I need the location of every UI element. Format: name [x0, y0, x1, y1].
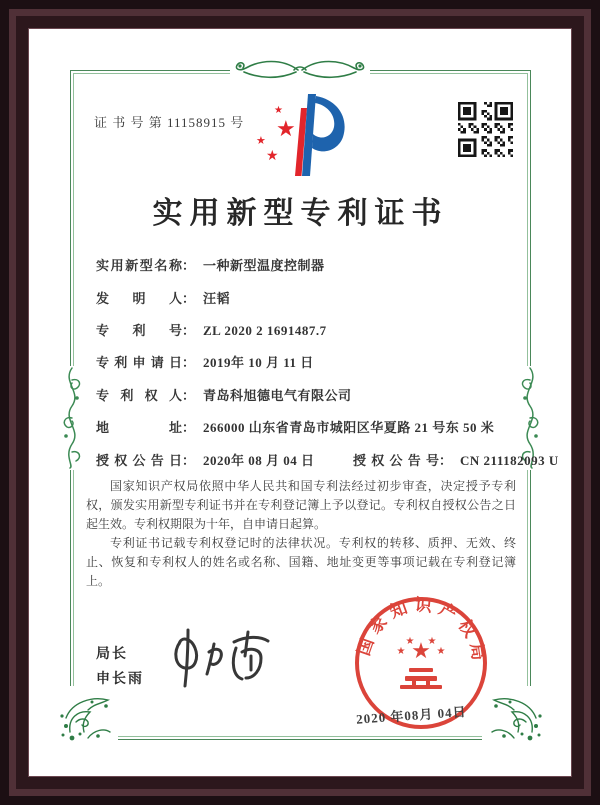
field-label: 专利号 [96, 323, 182, 338]
field-label: 授权公告号 [353, 453, 440, 468]
field-value: 2019年 10 月 11 日 [203, 355, 314, 370]
field-label: 授权公告日 [96, 453, 182, 468]
director-name: 申长雨 [96, 670, 144, 686]
field-label: 地址 [96, 420, 182, 435]
left-vine-ornament [54, 366, 88, 470]
top-flourish-ornament [230, 56, 370, 86]
field-colon: ： [182, 420, 196, 435]
field-row-filing-date [96, 352, 314, 371]
field-colon: ： [182, 453, 196, 468]
logo-star-icon: ★ [274, 105, 283, 116]
field-colon: ： [182, 258, 196, 273]
logo-star-icon: ★ [276, 116, 296, 141]
svg-text:★: ★ [427, 636, 437, 647]
certificate-number: 证 书 号 第 11158915 号 [94, 115, 245, 130]
body-paragraph: 专利证书记载专利权登记时的法律状况。专利权的转移、质押、无效、终止、恢复和专利权人的姓名或名称、国籍、地址变更等事项记载在专利登记簿上。 [86, 536, 516, 588]
bottom-left-floral-ornament [58, 688, 116, 746]
seal-date: 2020 年08月 04日 [355, 704, 468, 727]
qr-code [458, 102, 513, 157]
bottom-right-floral-ornament [486, 688, 544, 746]
field-colon: ： [439, 453, 453, 468]
logo-star-icon: ★ [266, 149, 279, 164]
field-label: 发明人 [96, 291, 182, 306]
svg-text:★: ★ [396, 646, 406, 657]
field-value: 一种新型温度控制器 [203, 258, 325, 273]
logo-star-icon: ★ [256, 135, 266, 147]
body-paragraph: 国家知识产权局依照中华人民共和国专利法经过初步审查，决定授予专利权，颁发实用新型专利证书并在专利登记簿上予以登记。专利权自授权公告之日起生效。专利权期限为十年，自申请日起算。 [86, 479, 516, 531]
seal-ring-text: 国家知识产权局 [353, 595, 489, 668]
svg-text:★: ★ [411, 639, 431, 664]
field-value: CN 211182093 U [460, 453, 559, 468]
field-colon: ： [182, 323, 196, 338]
director-title: 局长 [96, 645, 128, 661]
director-signature [166, 620, 276, 700]
field-value: 266000 山东省青岛市城阳区华夏路 21 号东 50 米 [203, 420, 495, 435]
field-row-name [96, 255, 325, 274]
field-label: 专利申请日 [96, 355, 182, 370]
field-colon: ： [182, 355, 196, 370]
field-row-patent-number [96, 320, 327, 339]
legal-text [86, 477, 516, 591]
field-row-address [96, 417, 494, 436]
field-value: 青岛科旭德电气有限公司 [203, 388, 352, 403]
field-row-patentee [96, 385, 352, 404]
field-label: 实用新型名称 [96, 258, 182, 273]
field-row-grant [96, 450, 559, 469]
field-row-inventor [96, 288, 230, 307]
certificate-title: 实用新型专利证书 [152, 197, 449, 230]
seal-emblem-icon [397, 636, 446, 689]
field-value: 2020年 08 月 04 日 [203, 453, 315, 468]
svg-text:★: ★ [436, 646, 446, 657]
field-value: ZL 2020 2 1691487.7 [203, 323, 327, 338]
cnipa-logo-icon [250, 90, 352, 180]
field-colon: ： [182, 291, 196, 306]
field-value: 汪韬 [203, 291, 231, 306]
field-colon: ： [182, 388, 196, 403]
svg-text:★: ★ [405, 636, 415, 647]
field-label: 专利权人 [96, 388, 182, 403]
director-block [96, 641, 144, 691]
